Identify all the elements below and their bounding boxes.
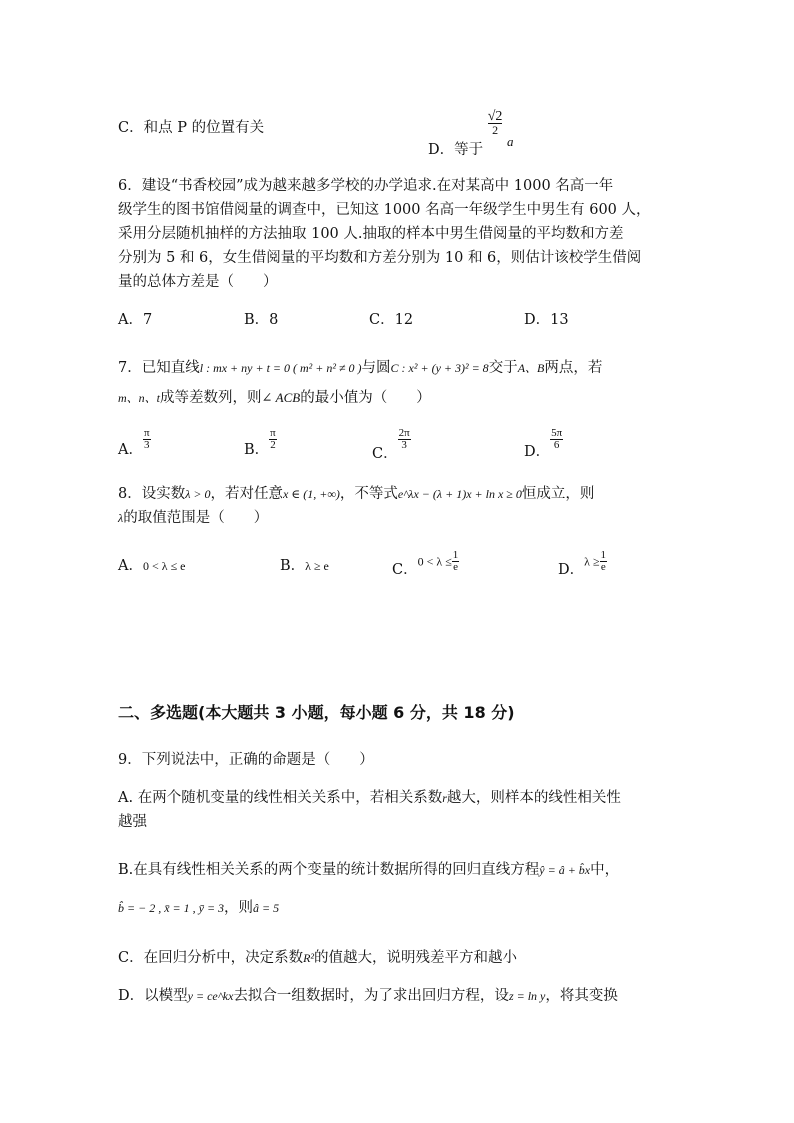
q8-option-d-fraction [600, 550, 608, 573]
q8-option-d[interactable] [558, 549, 607, 578]
q8-option-c-label: C． [392, 561, 418, 578]
q7-angle: ∠ ACB [261, 390, 301, 405]
q7-line-1 [118, 358, 602, 378]
q9-option-d-substitution: z = ln y [508, 989, 546, 1003]
q7-option-a[interactable] [118, 427, 151, 458]
q9-option-b-text-2: 中， [590, 862, 620, 878]
q6-line-2: 级学生的图书馆借阅量的调查中，已知这 1000 名高一年级学生中男生有 600 人， [118, 202, 651, 218]
q8-text-4: 恒成立，则 [521, 486, 595, 502]
q8-option-a-label: A． [118, 558, 143, 574]
q9-option-d-text-2: 去拟合一组数据时，为了求出回归方程，设 [233, 988, 509, 1004]
q7-vars: m、n、t [118, 391, 161, 405]
q6-line-1: 6．建设“书香校园”成为越来越多学校的办学追求.在对某高中 1000 名高一年 [118, 178, 614, 194]
q7-text-2: 与圆 [361, 360, 391, 376]
q7-option-d-num: 5π [551, 427, 563, 439]
q7-option-b-num: π [270, 427, 276, 439]
q8-line-1 [118, 484, 594, 504]
q9-option-d-model: y = ce^kx [187, 989, 234, 1003]
q9-option-c[interactable] [118, 948, 517, 968]
q5-option-d-label: D．等于 [428, 142, 484, 158]
q5-option-d-var: a [507, 134, 514, 149]
q8-option-d-num: 1 [600, 549, 607, 561]
q9-option-d-text-1: D．以模型 [118, 988, 188, 1004]
q9-option-b-line-2 [118, 898, 279, 918]
q7-text-3: 交于 [488, 360, 518, 376]
q8-option-c-num: 1 [452, 549, 459, 561]
q7-option-a-label: A． [118, 441, 143, 458]
q7-option-a-fraction [143, 428, 151, 451]
q9-option-a-text-1: A. 在两个随机变量的线性相关关系中，若相关系数 [118, 790, 443, 806]
q9-option-c-text-1: C．在回归分析中，决定系数 [118, 950, 304, 966]
q7-option-c[interactable] [372, 427, 411, 462]
q7-option-c-den: 3 [401, 439, 407, 451]
q6-option-b[interactable]: B．8 [244, 312, 279, 328]
q7-option-d-label: D． [524, 443, 551, 460]
q9-option-d[interactable] [118, 986, 618, 1006]
q9-option-c-text-2: 的值越大，说明残差平方和越小 [314, 950, 518, 966]
q9-option-b-equation: ŷ = â + b̂x [539, 863, 591, 877]
q8-option-b-label: B． [280, 558, 306, 574]
q7-option-d-den: 6 [553, 439, 560, 451]
q6-line-4: 分别为 5 和 6，女生借阅量的平均数和方差分别为 10 和 6，则估计该校学生借阅 [118, 250, 642, 266]
q8-text-3: ，不等式 [339, 486, 398, 502]
q5-option-c[interactable] [118, 118, 264, 138]
q6-option-a[interactable]: A．7 [118, 312, 153, 328]
q9-option-d-text-3: ，将其变换 [545, 988, 618, 1004]
q7-option-c-label: C． [372, 445, 398, 462]
q8-option-b[interactable] [280, 556, 329, 576]
section-2-heading: 二、多选题(本大题共 3 小题，每小题 6 分，共 18 分) [118, 703, 515, 722]
q7-option-c-num: 2π [398, 427, 410, 439]
q7-points: A、B [517, 361, 545, 375]
q8-lambda: λ [118, 511, 124, 525]
q8-option-a-text: 0 < λ ≤ e [142, 559, 186, 573]
q8-condition-lambda: λ > 0 [185, 487, 211, 501]
q9-option-a-line-2: 越强 [118, 814, 147, 830]
q6-line-3: 采用分层随机抽样的方法抽取 100 人.抽取的样本中男生借阅量的平均数和方差 [118, 226, 624, 242]
q7-circle-equation: C : x² + (y + 3)² = 8 [390, 361, 489, 375]
q7-option-b-den: 2 [270, 439, 276, 451]
q7-option-d-fraction [550, 428, 563, 451]
q8-text-1: 8．设实数 [118, 486, 186, 502]
q7-text-1: 7．已知直线 [118, 360, 200, 376]
q8-option-d-den: e [600, 561, 606, 573]
q9-option-b-values: b̂ = − 2 , x̄ = 1 , ȳ = 3 [118, 901, 225, 915]
q9-option-b-answer: â = 5 [253, 901, 280, 915]
q6-line-5: 量的总体方差是（ ） [118, 274, 278, 290]
q9-option-a-text-2: 越大，则样本的线性相关性 [446, 790, 621, 806]
q7-text-4: 两点，若 [544, 360, 603, 376]
q8-text-5: 的取值范围是（ ） [123, 510, 269, 526]
q9-option-a-line-1[interactable] [118, 788, 621, 808]
q9-option-b-text-1: B.在具有线性相关关系的两个变量的统计数据所得的回归直线方程 [118, 862, 540, 878]
q8-option-c[interactable] [392, 549, 459, 578]
q7-option-a-num: π [143, 427, 150, 439]
q8-option-a[interactable] [118, 556, 185, 576]
q9-option-b-text-3: ，则 [224, 900, 254, 916]
q8-line-2 [118, 508, 268, 528]
q7-option-b-label: B． [244, 441, 270, 458]
q5-option-d-denominator: 2 [488, 123, 503, 137]
q7-option-b-fraction [269, 428, 277, 451]
q8-option-c-fraction [452, 550, 460, 573]
q5-option-c-text: C．和点 P 的位置有关 [118, 120, 265, 136]
q8-option-c-prefix: 0 < λ ≤ [417, 554, 452, 569]
q9-option-a-var: r [442, 791, 447, 805]
q7-text-5: 成等差数列，则 [160, 390, 262, 406]
q7-text-6: 的最小值为（ ） [300, 390, 431, 406]
q8-option-b-text: λ ≥ e [305, 559, 329, 573]
q8-option-d-label: D． [558, 561, 585, 578]
q9-stem: 9．下列说法中，正确的命题是（ ） [118, 752, 374, 768]
q5-option-d[interactable] [428, 104, 514, 158]
q6-option-c[interactable]: C．12 [369, 312, 414, 328]
q7-option-b[interactable] [244, 427, 277, 458]
q5-option-d-fraction [488, 110, 503, 137]
q8-option-d-prefix: λ ≥ [584, 554, 600, 569]
q7-option-d[interactable] [524, 427, 563, 460]
q8-option-c-den: e [453, 561, 458, 573]
q7-line-equation: l : mx + ny + t = 0 ( m² + n² ≠ 0 ) [199, 361, 362, 375]
q9-option-c-var: R² [303, 951, 315, 965]
q6-option-d[interactable]: D．13 [524, 312, 569, 328]
q7-option-c-fraction [398, 428, 411, 451]
q8-text-2: ，若对任意 [210, 486, 284, 502]
q8-inequality: e^λx − (λ + 1)x + ln x ≥ 0 [397, 487, 522, 501]
q9-option-b-line-1[interactable] [118, 860, 619, 880]
q7-option-a-den: 3 [144, 439, 150, 451]
q8-condition-x: x ∈ (1, +∞) [283, 487, 340, 501]
q5-option-d-numerator: √2 [487, 109, 503, 124]
q7-line-2 [118, 388, 431, 408]
